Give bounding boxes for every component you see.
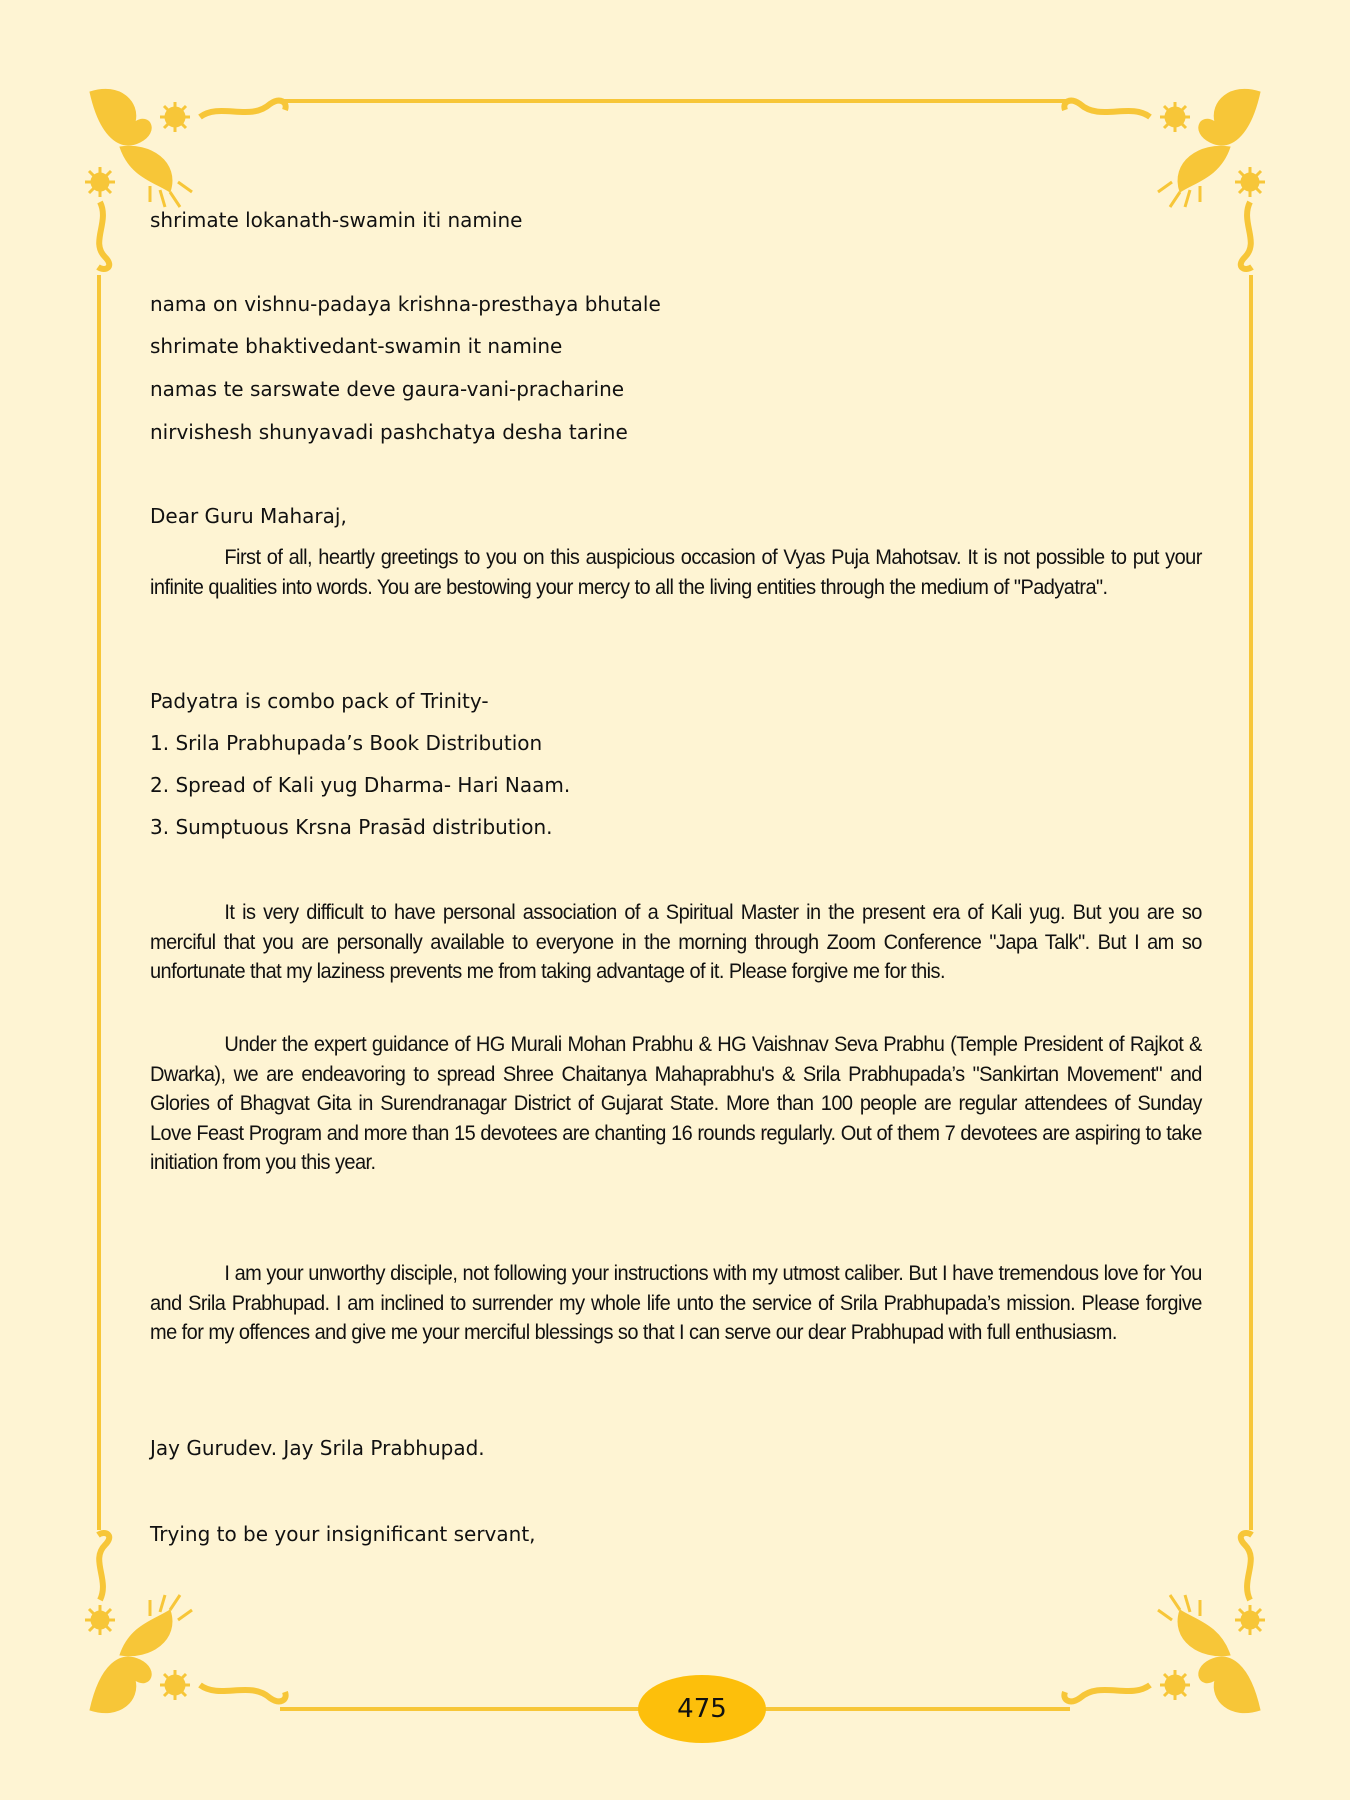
paragraph-text: First of all, heartly greetings to you on this auspicious occasion of Vyas Puja Mahotsav. It is not possible to put your infinite qualities into words. You are bestowing your mercy to all the living entities through the medium of "Padyatra".	[150, 545, 1202, 599]
trinity-item: 1. Srila Prabhupada’s Book Distribution	[150, 731, 543, 755]
closing-glorification: Jay Gurudev. Jay Srila Prabhupad.	[150, 1436, 485, 1460]
trinity-item: 2. Spread of Kali yug Dharma- Hari Naam.	[150, 773, 571, 797]
verse-line: nirvishesh shunyavadi pashchatya desha tarine	[150, 420, 628, 444]
paragraph-greeting	[150, 543, 1202, 602]
trinity-item: 3. Sumptuous Krsna Prasād distribution.	[150, 815, 553, 839]
paragraph-association	[150, 898, 1202, 987]
page-number-badge	[638, 1675, 766, 1743]
page-number: 475	[677, 1694, 727, 1724]
border-top-line	[280, 99, 1070, 103]
closing-signoff: Trying to be your insignificant servant,	[150, 1522, 536, 1546]
floral-corner-ornament-icon	[1060, 82, 1270, 272]
verse-line: nama on vishnu-padaya krishna-presthaya bhutale	[150, 292, 661, 316]
verse-line: shrimate lokanath-swamin iti namine	[150, 208, 523, 232]
salutation: Dear Guru Maharaj,	[150, 504, 347, 528]
floral-corner-ornament-icon	[80, 82, 290, 272]
trinity-heading: Padyatra is combo pack of Trinity-	[150, 689, 489, 713]
paragraph-surrender	[150, 1259, 1202, 1348]
floral-corner-ornament-icon	[80, 1530, 290, 1720]
paragraph-text: Under the expert guidance of HG Murali Mohan Prabhu & HG Vaishnav Seva Prabhu (Temple President of Rajkot & Dwarka), we are endeavoring to spread Shree Chaitanya Mahaprabhu's & Srila Prabhupada’s "Sankirtan Movement" and Glories of Bhagvat Gita in Surendranagar District of Gujarat State. More than 100 people are regular attendees of Sunday Love Feast Program and more than 15 devotees are chanting 16 rounds regularly. Out of them 7 devotees are aspiring to take initiation from you this year.	[150, 1032, 1202, 1174]
verse-line: namas te sarswate deve gaura-vani-pracharine	[150, 377, 625, 401]
paragraph-text: I am your unworthy disciple, not following your instructions with my utmost caliber. But I have tremendous love for You and Srila Prabhupad. I am inclined to surrender my whole life unto the service of Srila Prabhupada’s mission. Please forgive me for my offences and give me your merciful blessings so that I can serve our dear Prabhupad with full enthusiasm.	[150, 1261, 1202, 1344]
floral-corner-ornament-icon	[1060, 1530, 1270, 1720]
paragraph-guidance	[150, 1030, 1202, 1178]
verse-line: shrimate bhaktivedant-swamin it namine	[150, 334, 563, 358]
border-bottom-line-left	[280, 1707, 640, 1711]
border-left-line	[97, 275, 101, 1530]
border-bottom-line-right	[764, 1707, 1070, 1711]
border-right-line	[1249, 275, 1253, 1530]
paragraph-text: It is very difficult to have personal association of a Spiritual Master in the present era of Kali yug. But you are so merciful that you are personally available to everyone in the morning through Zoom Conference "Japa Talk". But I am so unfortunate that my laziness prevents me from taking advantage of it. Please forgive me for this.	[150, 900, 1202, 983]
